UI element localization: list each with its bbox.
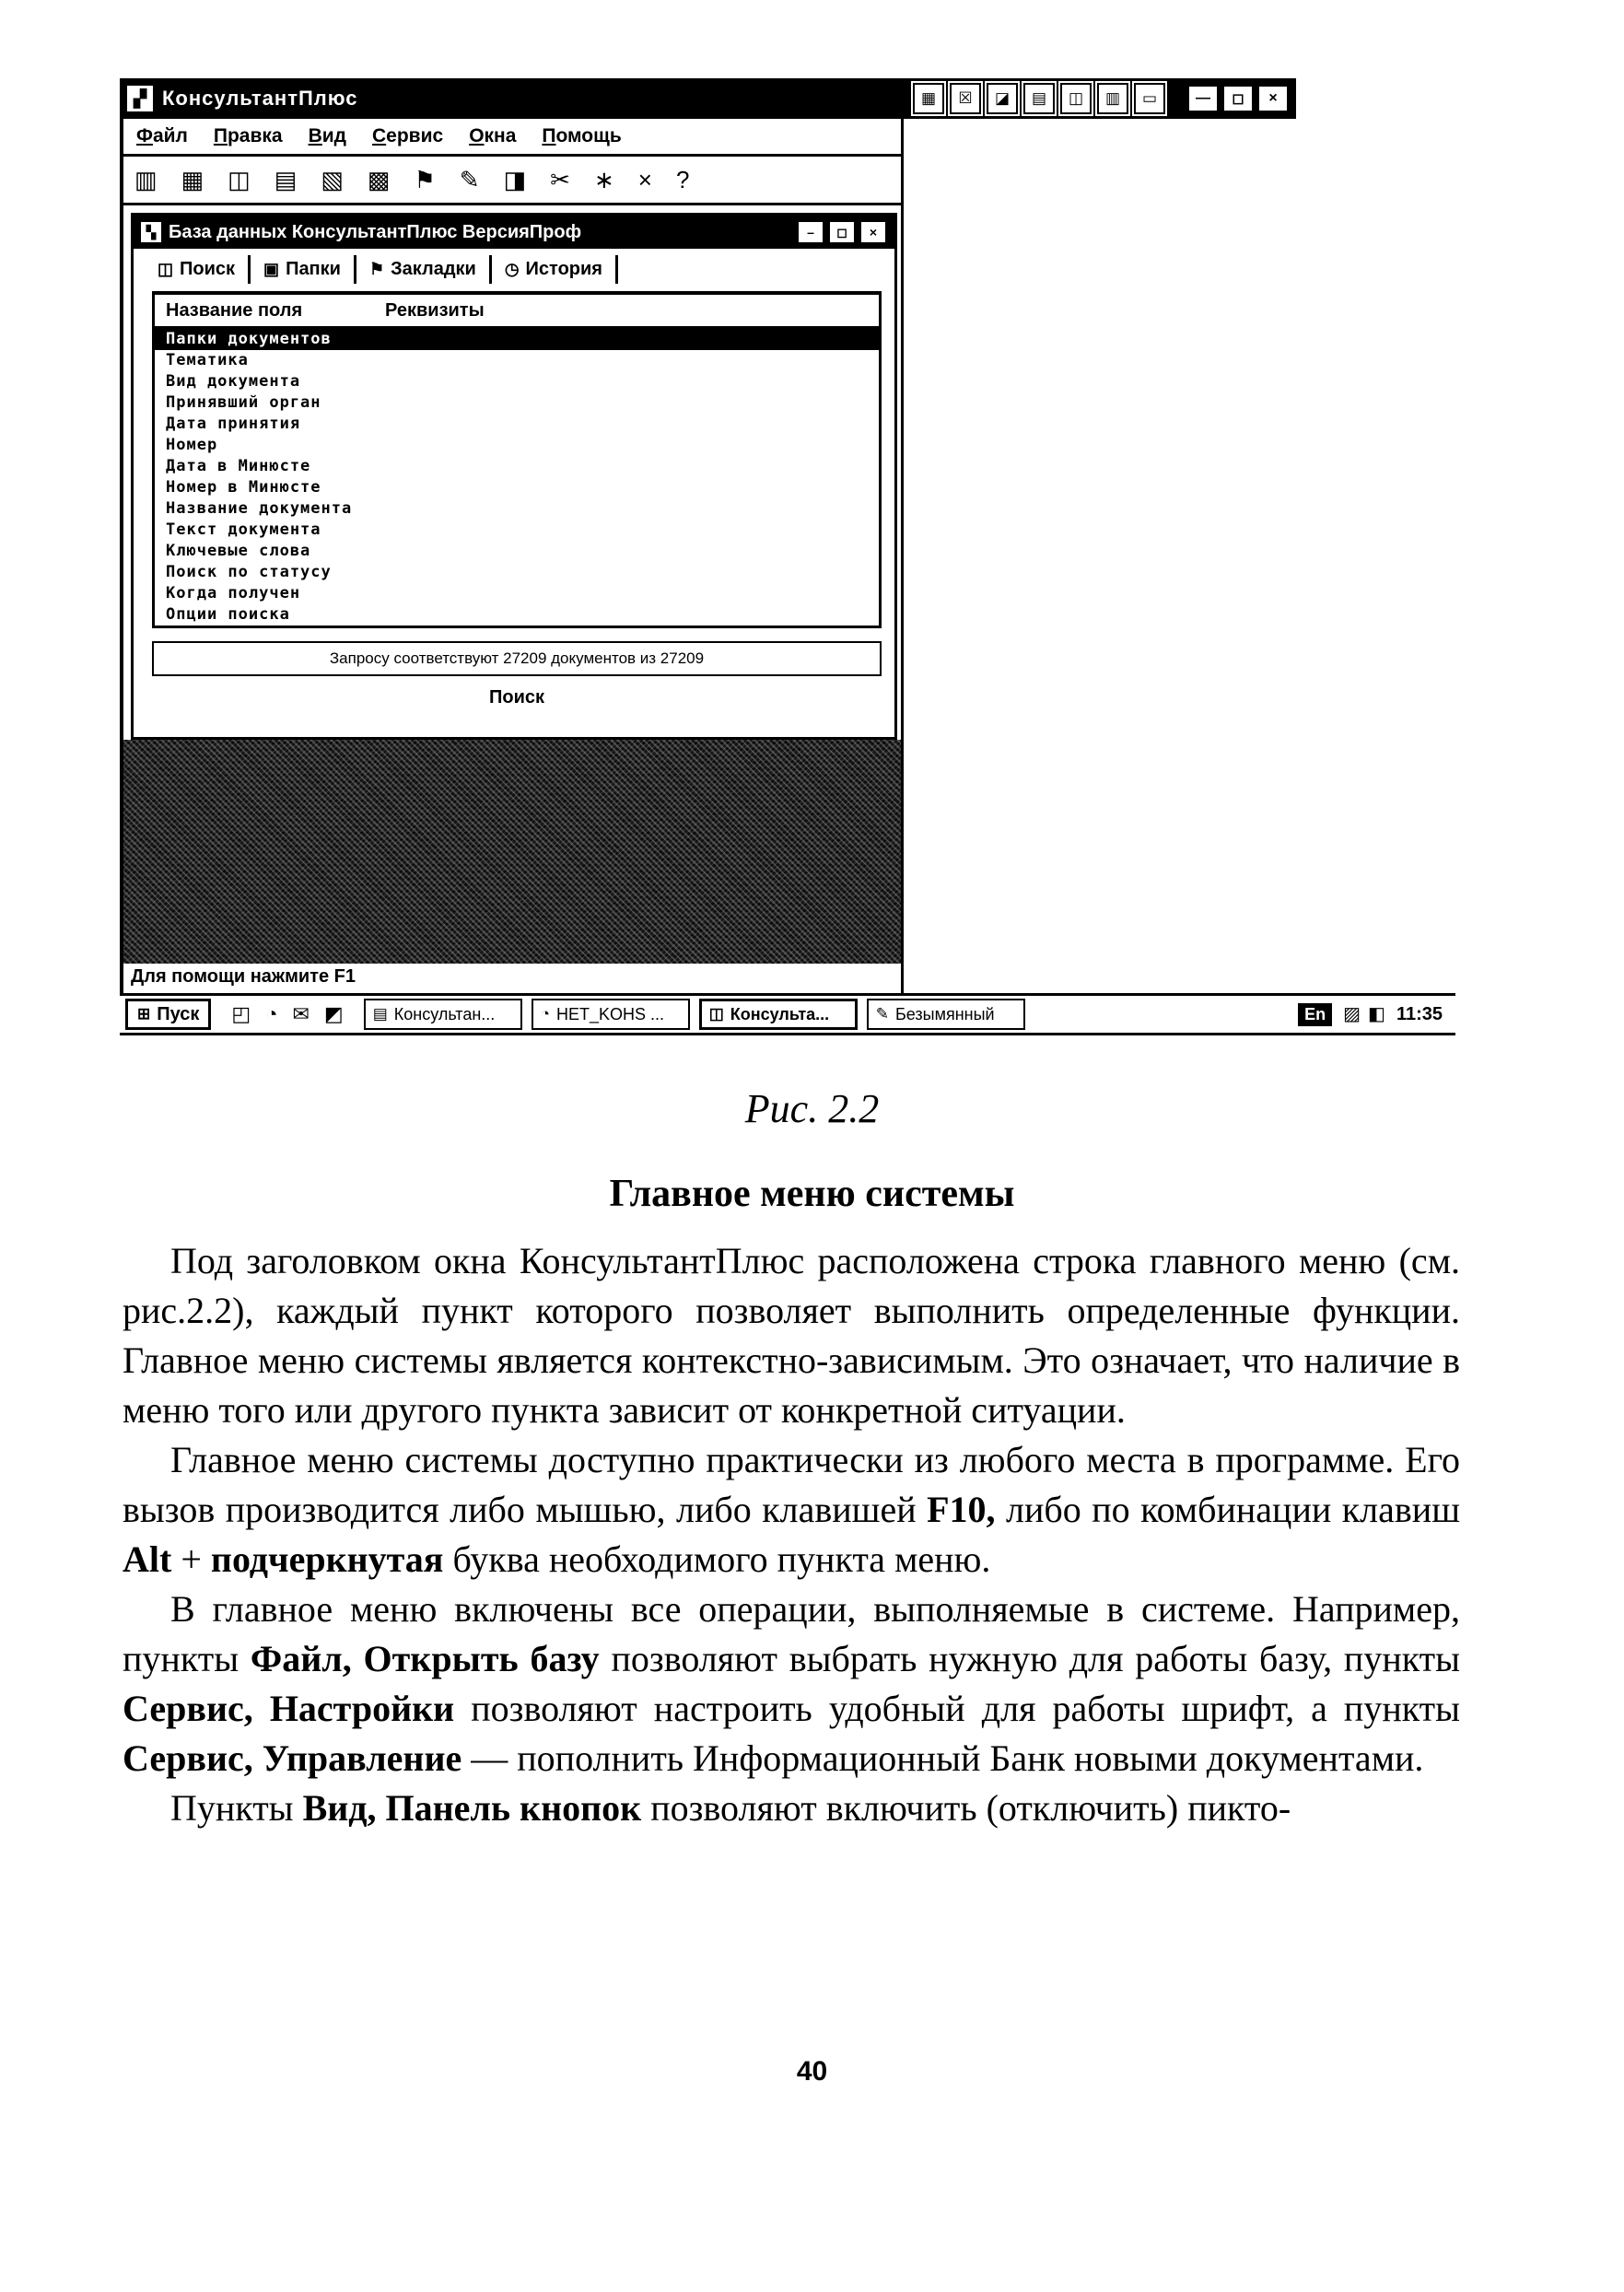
bold-run: Сервис, Настройки [123,1688,455,1729]
ie-icon[interactable]: ◔ [265,1002,278,1025]
bold-run: подчеркнутая [210,1538,444,1580]
bold-run: F10, [927,1489,996,1530]
window-controls [1187,85,1289,112]
tab-folders-icon: ▣ [263,259,280,278]
task-consultant-2-label: Консульта... [730,1004,830,1023]
search-card [152,291,882,628]
field-row[interactable]: Ключевые слова [166,542,311,560]
titlebar-icon-group [913,83,1165,114]
bold-run: Вид, Панель кнопок [302,1787,642,1829]
card-icon[interactable]: ◫ [228,166,251,193]
database-window-controls [797,220,887,244]
field-row[interactable]: Опции поиска [166,605,290,624]
menu-item[interactable]: Файл [136,125,188,146]
paragraph [123,1585,1460,1783]
windows-logo-icon: ⊞ [137,1005,151,1023]
text-run: В главное меню включены все операции, выполняемые в системе. Например, пункты [123,1588,1460,1679]
tab-history[interactable] [492,255,618,284]
close-box-icon[interactable]: ☒ [950,83,981,114]
database-window-icon: ▚ [141,222,161,242]
field-row[interactable]: Дата принятия [166,415,301,433]
field-row[interactable]: Папки документов [155,329,879,350]
close-icon[interactable]: × [1257,85,1289,112]
paragraph [123,1783,1460,1833]
panel-box-icon[interactable]: ▭ [1134,83,1165,114]
desktop-texture [123,740,901,964]
channels-icon[interactable]: ◩ [323,1002,344,1025]
workspace [123,205,901,958]
tray-icons [1343,1005,1385,1023]
tab-folders[interactable] [251,255,356,284]
tab-search-icon: ◫ [158,259,174,278]
start-label: Пуск [157,1003,200,1024]
scissors-icon[interactable]: ✂ [550,166,570,193]
task-consultant-1[interactable] [364,999,522,1030]
figure-caption: Рис. 2.2 [744,1086,880,1131]
task-untitled[interactable] [867,999,1025,1030]
toolbar [123,157,901,205]
text-run: — пополнить Информационный Банк новыми документами. [461,1737,1424,1779]
star-icon[interactable]: ∗ [593,166,614,193]
field-list [155,329,879,626]
text-run: буква необходимого пункта меню. [443,1538,991,1580]
tab-bookmarks-icon: ⚑ [368,259,385,278]
menu-item[interactable]: Вид [308,125,346,146]
field-row[interactable]: Вид документа [166,372,301,391]
field-row[interactable]: Дата в Минюсте [166,457,311,475]
calendar-tray-icon[interactable]: ◧ [1368,1004,1385,1024]
desktop-icon[interactable]: ◰ [231,1002,251,1025]
task-consultant-2[interactable] [699,999,858,1030]
field-row[interactable]: Поиск по статусу [166,563,332,581]
menu-item[interactable]: Правка [213,125,283,146]
text-run: позволяют настроить удобный для работы шрифт, а пункты [454,1688,1460,1729]
open-folder-icon[interactable]: ▥ [134,166,158,193]
text-run: Главное меню системы доступно практически из любого места в программе. Его вызов производится либо мышью, либо клавишей [123,1439,1460,1530]
task-net-kons-icon: ◔ [540,1005,550,1023]
tab-folders-label: Папки [286,258,341,279]
screenshot-figure [120,78,1455,1036]
tab-history-icon: ◷ [504,259,520,278]
tab-bookmarks[interactable] [356,255,492,284]
paragraph [123,1435,1460,1585]
column-field-name: Название поля [166,299,303,321]
text-run: + [171,1538,211,1580]
tab-search-label: Поиск [180,258,236,279]
section-heading: Главное меню системы [609,1173,1015,1215]
language-indicator[interactable]: En [1298,1003,1332,1026]
book-box-icon[interactable]: ◫ [1060,83,1092,114]
task-net-kons[interactable] [532,999,690,1030]
card-header [155,295,879,329]
text-icon[interactable]: ▧ [321,166,344,193]
text-run: Пункты [170,1787,303,1829]
field-row[interactable]: Принявший орган [166,393,321,412]
bold-run: Файл, Открыть базу [250,1638,600,1679]
list-icon[interactable]: ▤ [274,166,298,193]
help-icon[interactable]: ? [675,166,690,193]
bold-run: Alt [123,1538,172,1580]
quick-launch [231,1004,343,1024]
task-untitled-label: Безымянный [894,1004,995,1023]
app-window-body [120,119,904,993]
article-text [123,1236,1460,1833]
mail-icon[interactable]: ✉ [292,1002,310,1025]
task-consultant-2-icon: ◫ [708,1005,724,1023]
search-button[interactable]: Поиск [488,687,545,707]
field-row[interactable]: Номер в Минюсте [166,478,321,497]
start-button[interactable] [125,999,211,1030]
bold-run: Сервис, Управление [123,1737,462,1779]
text-run: Под заголовком окна КонсультантПлюс расположена строка главного меню (см. рис.2.2), каждый пункт которого позволяет выполнить определенные функции. Главное меню системы является контекстно-зависимым. Это означает, что наличие в меню того или другого пункта зависит от конкретной ситуации. [123,1240,1460,1431]
text-run: либо по комбинации клавиш [995,1489,1460,1530]
status-bar: Для помощи нажмите F1 [123,958,901,993]
document-box-icon[interactable]: ▤ [1023,83,1055,114]
query-status: Запросу соответствуют 27209 документов из 27209 [152,641,882,676]
printer-box-icon[interactable]: ▥ [1097,83,1128,114]
tab-bar [134,249,894,289]
text-run: позволяют выбрать нужную для работы базу, пункты [599,1638,1460,1679]
field-row[interactable]: Текст документа [166,520,321,539]
menu-bar [123,119,901,157]
task-consultant-1-icon: ▤ [372,1005,388,1023]
close-icon[interactable]: × [859,220,887,244]
grid-box-icon[interactable]: ▦ [913,83,944,114]
paragraph [123,1236,1460,1435]
taskbar [120,993,1455,1035]
restore-icon[interactable]: ◻ [828,220,856,244]
app-icon: ▞ [127,86,153,111]
app-titlebar [120,78,1296,119]
database-window-titlebar [134,216,894,249]
tab-history-label: История [525,258,602,279]
copy-icon[interactable]: ◨ [503,166,527,193]
edit-icon[interactable]: ✎ [459,166,480,193]
pencil-box-icon[interactable]: ◪ [987,83,1018,114]
page-number: 40 [796,2056,828,2087]
print-icon[interactable]: ▦ [181,166,204,193]
tab-search[interactable] [145,255,251,284]
tab-bookmarks-label: Закладки [391,258,476,279]
menu-item[interactable]: Помощь [542,125,622,146]
minimize-icon[interactable]: — [1187,85,1219,112]
minimize-icon[interactable]: – [797,220,824,244]
app-title: КонсультантПлюс [162,87,358,110]
task-buttons [364,999,1025,1030]
column-requisites: Реквизиты [385,299,485,321]
database-window-title: База данных КонсультантПлюс ВерсияПроф [169,221,582,242]
bookmark-icon[interactable]: ⚑ [414,166,436,193]
folders-icon[interactable]: ▩ [367,166,391,193]
task-untitled-icon: ✎ [875,1005,889,1023]
display-tray-icon[interactable]: ▨ [1343,1004,1361,1024]
task-consultant-1-label: Консультан... [393,1004,496,1023]
field-row[interactable]: Название документа [166,499,353,518]
database-window [131,213,897,740]
maximize-icon[interactable]: ◻ [1222,85,1254,112]
menu-item[interactable]: Окна [469,125,517,146]
task-net-kons-label: НЕТ_KOHS ... [556,1004,665,1023]
system-tray [1291,1003,1450,1026]
field-row[interactable]: Когда получен [166,584,301,602]
search-card-area [134,289,894,737]
clock: 11:35 [1396,1003,1443,1024]
menu-item[interactable]: Сервис [372,125,444,146]
field-row[interactable]: Номер [166,436,218,454]
delete-icon[interactable]: × [637,166,652,193]
field-row[interactable]: Тематика [166,351,249,369]
text-run: позволяют включить (отключить) пикто- [641,1787,1291,1829]
